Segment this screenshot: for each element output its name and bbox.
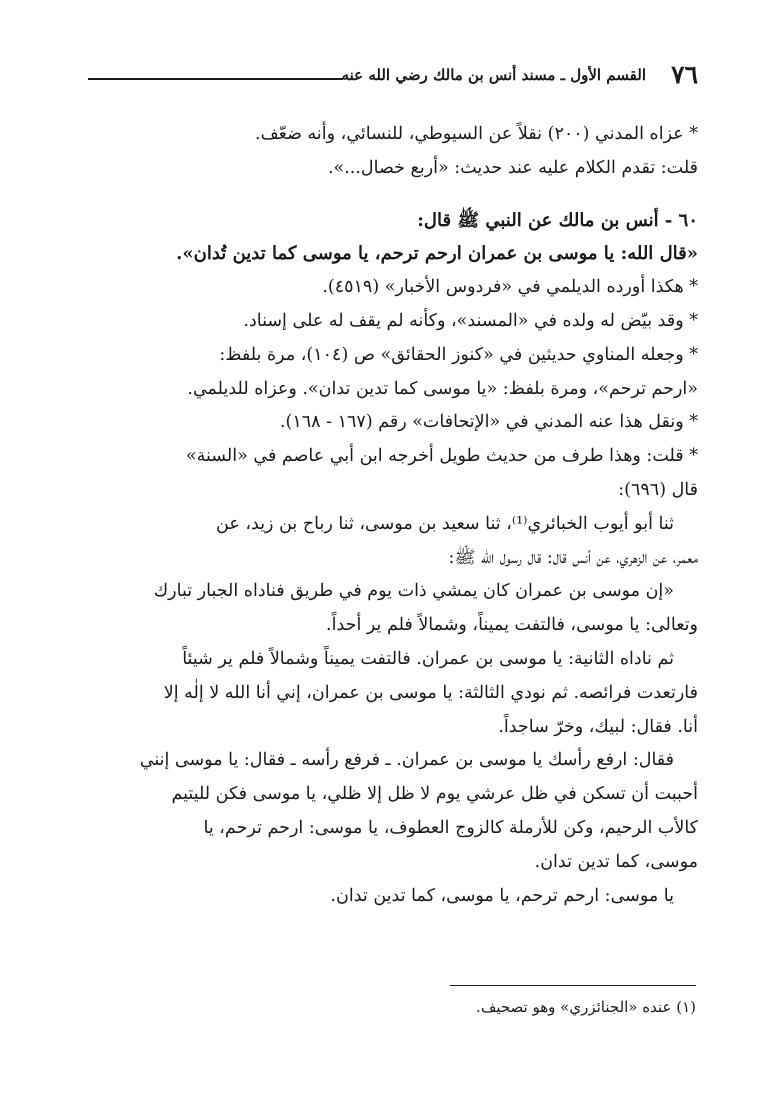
page-number: ٧٦ [671,60,698,89]
text-line: «إن موسى بن عمران كان يمشي ذات يوم في طريق فناداه الجبار تبارك [153,581,674,602]
hadith-heading: ٦٠ - أنس بن مالك عن النبي ﷺ قال: [417,209,698,231]
page-body [92,118,698,913]
header-rule [88,78,343,80]
text-line: فارتعدت فرائصه. ثم نودي الثالثة: يا موسى بن عمران، إني أنا الله لا إلٰه إلا [163,682,698,703]
paragraph-gap [92,186,698,204]
text-line: * هكذا أورده الديلمي في «فردوس الأخبار» (٤٥١٩). [322,277,698,298]
text-line: فقال: ارفع رأسك يا موسى بن عمران. ـ فرفع رأسه ـ فقال: يا موسى إنني [139,750,674,771]
text-line: كالأب الرحيم، وكن للأرملة كالزوج العطوف، يا موسى: ارحم ترحم، يا [203,817,698,838]
text-line: «ارحم ترحم»، ومرة بلفظ: «يا موسى كما تدين تدان». وعزاه للديلمي. [187,378,698,399]
text-line: معمر، عن الزهري، عن أنس قال: قال رسول الله ﷺ: [448,547,698,568]
text-line: وتعالى: يا موسى، فالتفت يميناً، وشمالاً فلم ير أحداً. [326,615,698,636]
running-title: القسم الأول ـ مسند أنس بن مالك رضي الله عنه [341,66,646,84]
text-line: قال (٦٩٦): [618,479,698,500]
footnote-rule [450,985,696,986]
page-header [88,60,698,90]
text-line: * عزاه المدني (٢٠٠) نقلاً عن السيوطي، للنسائي، وأنه ضعّف. [255,124,698,144]
text-line: * وقد بيّض له ولده في «المسند»، وكأنه لم يقف له على إسناد. [243,310,698,331]
text-line: ثم ناداه الثانية: يا موسى بن عمران. فالتفت يميناً وشمالاً فلم ير شيئاً [182,648,674,669]
text-line: قلت: تقدم الكلام عليه عند حديث: «أربع خصال...». [327,157,698,178]
text-line: ثنا أبو أيوب الخبائري⁽¹⁾، ثنا سعيد بن موسى، ثنا رباح بن زيد، عن [216,513,674,534]
text-line: موسى، كما تدين تدان. [534,851,698,872]
text-line: * ونقل هذا عنه المدني في «الإتحافات» رقم (١٦٧ - ١٦٨). [279,412,698,433]
hadith-text: «قال الله: يا موسى بن عمران ارحم ترحم، يا موسى كما تدين تُدان». [176,243,698,265]
text-line: أنا. فقال: لبيك، وخرّ ساجداً. [498,716,698,737]
footnote: (١) عنده «الجنائزري» وهو تصحيف. [476,998,696,1016]
text-line: يا موسى: ارحم ترحم، يا موسى، كما تدين تدان. [330,885,674,906]
text-line: أحببت أن تسكن في ظل عرشي يوم لا ظل إلا ظلي، يا موسى فكن لليتيم [171,784,698,805]
text-line: * قلت: وهذا طرف من حديث طويل أخرجه ابن أبي عاصم في «السنة» [185,446,698,467]
text-line: * وجعله المناوي حديثين في «كنوز الحقائق» ص (١٠٤)، مرة بلفظ: [219,344,698,365]
